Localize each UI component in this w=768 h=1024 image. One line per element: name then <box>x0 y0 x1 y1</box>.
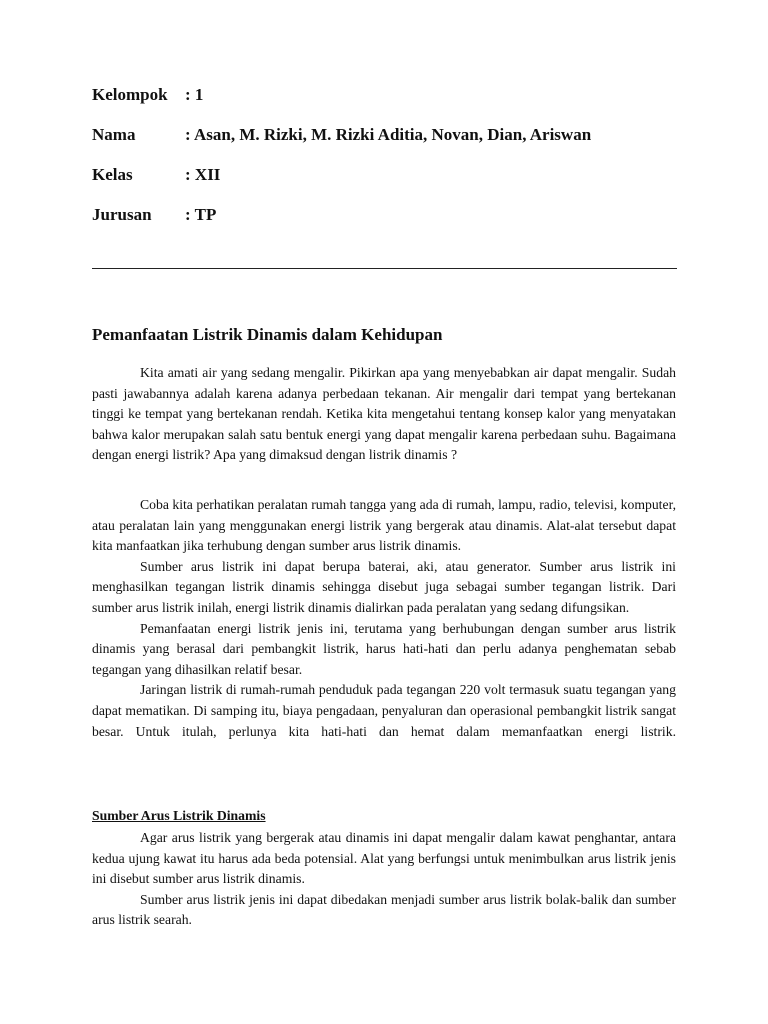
class-label: Kelas <box>92 165 133 184</box>
identity-table <box>92 85 676 245</box>
body-paragraph-4: Jaringan listrik di rumah-rumah penduduk pada tegangan 220 volt termasuk suatu tegangan yang dapat mematikan. Di samping itu, biaya pengadaan, penyaluran dan operasional pembangkit listrik sangat besar. Untuk itulah, perlunya kita hati-hati dan hemat dalam memanfaatkan energi listrik. <box>92 682 676 739</box>
major-value: : TP <box>185 205 217 224</box>
horizontal-divider <box>92 268 677 269</box>
name-label: Nama <box>92 125 136 144</box>
group-row <box>92 85 676 125</box>
major-label: Jurusan <box>92 205 152 224</box>
name-value: : Asan, M. Rizki, M. Rizki Aditia, Novan, Dian, Ariswan <box>185 125 592 144</box>
group-label: Kelompok <box>92 85 168 104</box>
body-paragraph-3: Pemanfaatan energi listrik jenis ini, terutama yang berhubungan dengan sumber arus listrik dinamis yang berasal dari pembangkit listrik, harus hati-hati dan perlu adanya penghematan sebab tegangan yang dihasilkan relatif besar. <box>92 620 676 677</box>
major-row <box>92 205 676 245</box>
name-row <box>92 125 676 165</box>
section-heading: Sumber Arus Listrik Dinamis <box>92 808 266 823</box>
article-title: Pemanfaatan Listrik Dinamis dalam Kehidupan <box>92 325 443 344</box>
body-paragraph-1: Coba kita perhatikan peralatan rumah tangga yang ada di rumah, lampu, radio, televisi, komputer, atau peralatan lain yang menggunakan energi listrik yang bergerak atau dinamis. Alat-alat tersebut dapat kita manfaatkan jika terhubung dengan sumber arus listrik dinamis. <box>92 497 676 554</box>
source-paragraph-1: Agar arus listrik yang bergerak atau dinamis ini dapat mengalir dalam kawat penghantar, antara kedua ujung kawat itu harus ada beda potensial. Alat yang berfungsi untuk menimbulkan arus listrik jenis ini disebut sumber arus listrik dinamis. <box>92 830 676 887</box>
class-row <box>92 165 676 205</box>
group-value: : 1 <box>185 85 204 104</box>
source-section <box>92 828 676 931</box>
class-value: : XII <box>185 165 221 184</box>
intro-section <box>92 363 676 466</box>
source-paragraph-2: Sumber arus listrik jenis ini dapat dibedakan menjadi sumber arus listrik bolak-balik dan sumber arus listrik searah. <box>92 891 676 928</box>
body-paragraph-2: Sumber arus listrik ini dapat berupa baterai, aki, atau generator. Sumber arus listrik ini menghasilkan tegangan listrik dinamis sehingga disebut juga sebagai sumber tegangan listrik. Dari sumber arus listrik inilah, energi listrik dinamis dialirkan pada peralatan yang sedang difungsikan. <box>92 558 676 615</box>
intro-paragraph: Kita amati air yang sedang mengalir. Pikirkan apa yang menyebabkan air dapat mengalir. Sudah pasti jawabannya adalah karena adanya perbedaan tekanan. Air mengalir dari tempat yang bertekanan tinggi ke tempat yang bertekanan rendah. Ketika kita mengetahui tentang konsep kalor yang menyatakan bahwa kalor merupakan salah satu bentuk energi yang dapat mengalir karena perbedaan suhu. Bagaimana dengan energi listrik? Apa yang dimaksud dengan listrik dinamis ? <box>92 365 676 463</box>
body-section <box>92 495 676 742</box>
